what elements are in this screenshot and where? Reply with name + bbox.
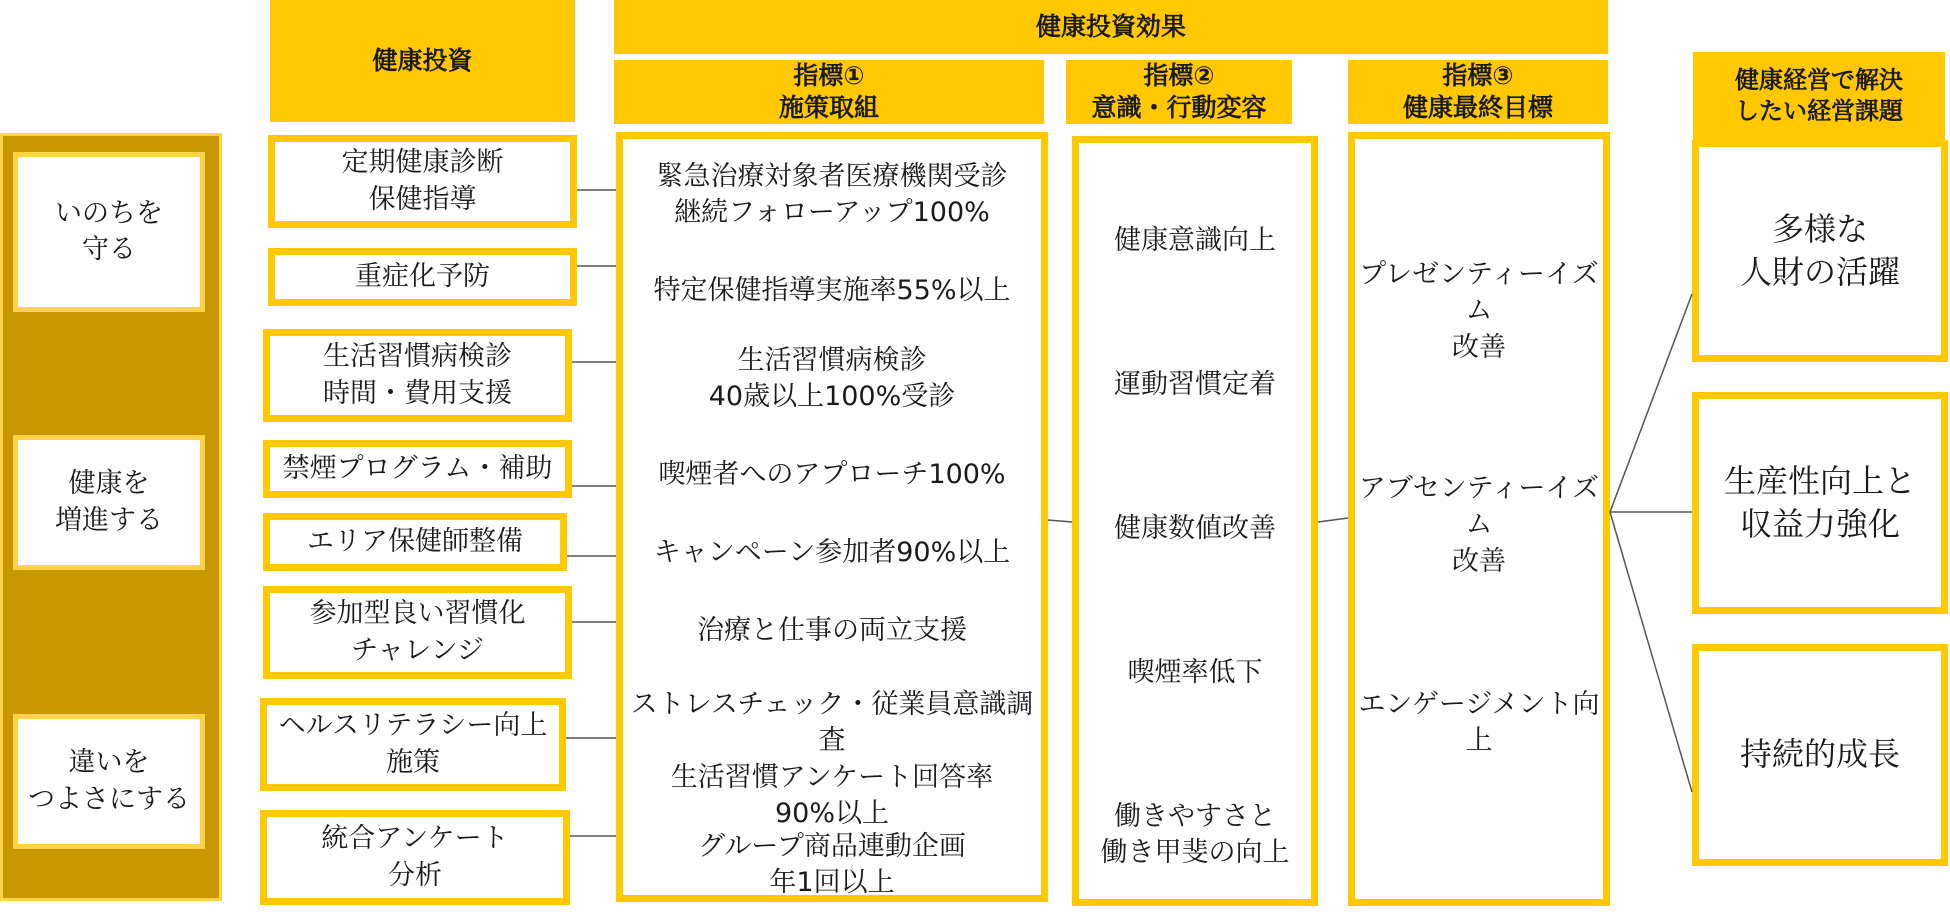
goal-diverse-talent: 多様な 人財の活躍	[1692, 140, 1948, 362]
header-kpi1: 指標① 施策取組	[614, 60, 1044, 124]
investment-item: ヘルスリテラシー向上 施策	[260, 698, 566, 791]
kpi3-item: エンゲージメント向上	[1358, 689, 1600, 757]
investment-item: 統合アンケート 分析	[260, 810, 570, 905]
header-investment-effect: 健康投資効果	[614, 0, 1608, 54]
kpi1-item: 生活習慣病検診 40歳以上100%受診	[708, 345, 956, 413]
goal-sustainable-growth: 持続的成長	[1692, 644, 1948, 866]
pillar-promote-health: 健康を 増進する	[13, 435, 205, 570]
goal-productivity-profitability: 生産性向上と 収益力強化	[1692, 392, 1948, 614]
kpi1-item: 特定保健指導実施率55%以上	[653, 275, 1011, 306]
kpi3-item: アブセンティーイズム 改善	[1358, 473, 1600, 577]
kpi1-item: グループ商品連動企画 年1回以上	[698, 831, 966, 899]
kpi3-item: プレゼンティーイズム 改善	[1359, 259, 1599, 363]
kpi2-item: 働きやすさと 働き甲斐の向上	[1100, 801, 1290, 869]
header-management-issues: 健康経営で解決 したい経営課題	[1693, 52, 1945, 140]
kpi2-item: 喫煙率低下	[1127, 657, 1263, 688]
header-health-investment: 健康投資	[270, 0, 575, 122]
header-kpi2: 指標② 意識・行動変容	[1066, 60, 1292, 124]
kpi2-item: 健康意識向上	[1114, 225, 1276, 256]
kpi1-item: ストレスチェック・従業員意識調査 生活習慣アンケート回答率 90%以上	[630, 689, 1034, 830]
pillar-protect-life: いのちを 守る	[13, 152, 205, 312]
pillar-diversity-strength: 違いを つよさにする	[13, 714, 205, 849]
investment-item: 定期健康診断 保健指導	[268, 135, 577, 228]
investment-item: 重症化予防	[268, 248, 577, 306]
investment-item: エリア保健師整備	[263, 513, 567, 571]
investment-item: 禁煙プログラム・補助	[263, 440, 572, 498]
kpi1-item: 喫煙者へのアプローチ100%	[658, 459, 1006, 490]
kpi2-item: 運動習慣定着	[1114, 369, 1276, 400]
investment-item: 生活習慣病検診 時間・費用支援	[263, 329, 572, 422]
investment-item: 参加型良い習慣化 チャレンジ	[263, 586, 572, 679]
header-kpi3: 指標③ 健康最終目標	[1348, 60, 1608, 124]
kpi1-item: 治療と仕事の両立支援	[697, 615, 967, 646]
kpi1-item: キャンペーン参加者90%以上	[653, 537, 1011, 568]
kpi1-item: 緊急治療対象者医療機関受診 継続フォローアップ100%	[656, 161, 1008, 229]
kpi2-item: 健康数値改善	[1114, 513, 1276, 544]
